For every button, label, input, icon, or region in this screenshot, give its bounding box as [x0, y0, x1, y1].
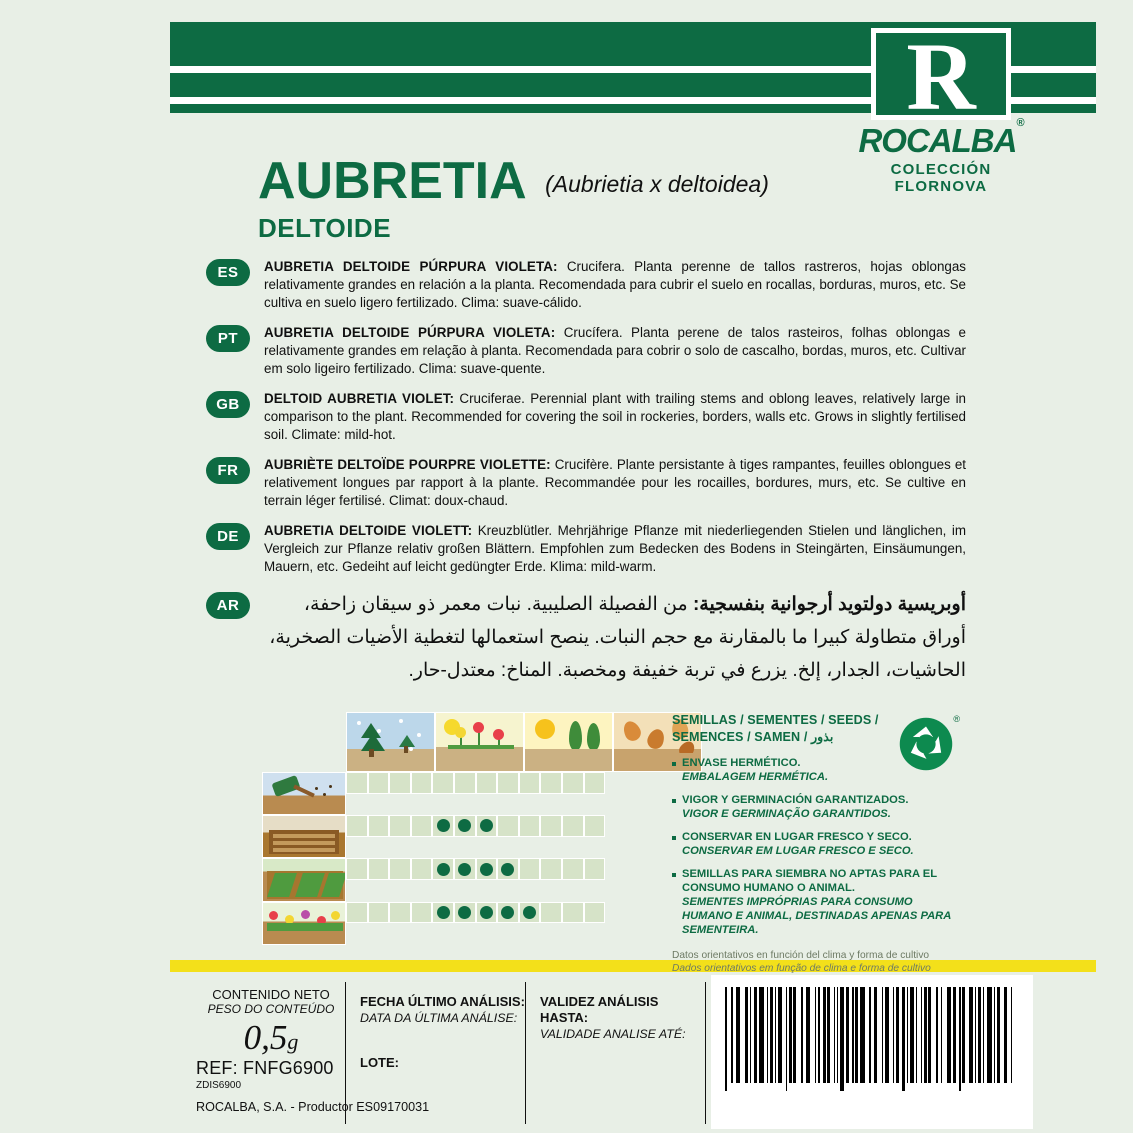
barcode-bar: [855, 987, 858, 1083]
calendar-cell-r3-c11: [584, 902, 606, 924]
net-content-label: [196, 988, 346, 1016]
barcode-bar: [754, 987, 757, 1083]
barcode-bar: [778, 987, 783, 1083]
calendar-cell-r3-c4: [432, 902, 454, 924]
calendar-cell-r0-c11: [584, 772, 606, 794]
net-weight-unit: g: [287, 1029, 299, 1054]
calendar-mark-dot: [501, 863, 514, 876]
calendar-cell-r3-c10: [562, 902, 584, 924]
calendar-cell-r2-c4: [432, 858, 454, 880]
calendar-cell-r1-c6: [476, 815, 498, 837]
flag-badge-gb: GB: [206, 391, 250, 418]
barcode-bar: [953, 987, 956, 1083]
barcode-bar: [767, 987, 769, 1083]
seeds-title-line-1: SEMILLAS / SEMENTES / SEEDS /: [672, 713, 879, 727]
barcode-bar: [994, 987, 996, 1083]
calendar-cell-r0-c7: [497, 772, 519, 794]
bullet-square-icon: [672, 873, 676, 877]
net-label-main: CONTENIDO NETO: [212, 987, 330, 1002]
barcode-bar: [806, 987, 811, 1083]
net-weight-value: [196, 1018, 346, 1058]
validity-label-alt: VALIDADE ANALISE ATÉ:: [540, 1027, 686, 1041]
barcode-bar: [770, 987, 773, 1083]
barcode-bar: [840, 987, 845, 1091]
collection-line-1: COLECCIÓN: [890, 161, 992, 178]
calendar-cells-row-2: [346, 858, 605, 901]
bullet-text: [682, 867, 962, 937]
calendar-cell-r1-c8: [519, 815, 541, 837]
barcode-bar: [902, 987, 905, 1091]
barcode-bar: [916, 987, 918, 1083]
barcode-bar: [983, 987, 985, 1083]
bullet-alt-2: VIGOR E GERMINAÇÃO GARANTIDOS.: [682, 808, 891, 820]
calendar-season-row: [262, 712, 702, 772]
barcode-bar: [837, 987, 839, 1083]
disclaimer-main: Datos orientativos en función del clima y forma de cultivo: [672, 950, 930, 961]
disclaimer-alt: Dados orientativos em função de clima e forma de cultivo: [672, 963, 931, 974]
barcode-bar: [975, 987, 977, 1083]
calendar-mark-dot: [501, 906, 514, 919]
barcode-bar: [924, 987, 927, 1083]
calendar-cell-r0-c0: [346, 772, 368, 794]
language-text-pt: [264, 324, 966, 378]
calendar-cell-r3-c1: [368, 902, 390, 924]
language-block-de: [206, 522, 966, 576]
barcode-bar: [959, 987, 961, 1091]
calendar-mark-dot: [437, 906, 450, 919]
seeds-title-line-2: SEMENCES / SAMEN / بذور: [672, 730, 834, 744]
barcode-bar: [893, 987, 895, 1083]
barcode-bar: [1004, 987, 1007, 1083]
barcode-bar: [745, 987, 748, 1083]
barcode-bar: [941, 987, 943, 1083]
barcode-bar: [834, 987, 836, 1083]
calendar-cell-r3-c7: [497, 902, 519, 924]
barcode-bar: [978, 987, 981, 1083]
logo-wordmark-text: ROCALBA: [858, 122, 1017, 159]
lot-label: LOTE:: [360, 1055, 399, 1070]
flag-badge-fr: FR: [206, 457, 250, 484]
validity-date-label: [540, 994, 710, 1042]
seedbed-tray-icon: [262, 815, 346, 858]
calendar-mark-dot: [437, 863, 450, 876]
calendar-cell-r1-c0: [346, 815, 368, 837]
calendar-cell-r2-c7: [497, 858, 519, 880]
registered-mark: ®: [1016, 117, 1024, 129]
calendar-cell-r2-c2: [389, 858, 411, 880]
calendar-cell-r1-c1: [368, 815, 390, 837]
net-weight-number: 0,5: [243, 1018, 288, 1057]
barcode-bar: [907, 987, 909, 1083]
bullet-square-icon: [672, 799, 676, 803]
language-body-fr: Crucifère. Plante persistante à tiges rampantes, feuilles oblongues et relativement longues par rapport à la plante. Recommandée pour les rocailles, bordures, murs, etc. Se cultive en terrain léger fertilisé. Climat: doux-chaud.: [264, 457, 966, 508]
description-languages: [206, 258, 966, 699]
barcode-bar: [936, 987, 938, 1083]
calendar-cell-r0-c3: [411, 772, 433, 794]
language-heading-ar: أوبريسية دولتويد أرجوانية بنفسجية:: [692, 594, 966, 615]
validity-date-block: [540, 994, 710, 1042]
bullet-alt-1: EMBALAGEM HERMÉTICA.: [682, 771, 829, 783]
language-body-de: Kreuzblütler. Mehrjährige Pflanze mit niederliegenden Stielen und länglichen, im Vergleich zur Pflanze relativ großen Blättern. Empfohlen zum Bedecken des Bodens in Steingärten, Einsäumungen, Mauern, etc. Gedeiht auf leicht gedüngter Erde. Klima: mild-warm.: [264, 523, 966, 574]
calendar-cell-r1-c5: [454, 815, 476, 837]
bullet-alt-3: CONSERVAR EM LUGAR FRESCO E SECO.: [682, 845, 914, 857]
calendar-cell-r3-c6: [476, 902, 498, 924]
calendar-row-transplant: [262, 858, 702, 901]
calendar-cell-r2-c10: [562, 858, 584, 880]
list-item: [672, 867, 962, 937]
calendar-cell-r0-c2: [389, 772, 411, 794]
barcode-bar: [987, 987, 992, 1083]
language-heading-de: AUBRETIA DELTOIDE VIOLETT:: [264, 523, 473, 538]
barcode-bar: [725, 987, 727, 1091]
language-block-ar: [206, 588, 966, 687]
flag-badge-es: ES: [206, 259, 250, 286]
flowering-bed-icon: [262, 902, 346, 945]
language-block-pt: [206, 324, 966, 378]
bullet-main-4: SEMILLAS PARA SIEMBRA NO APTAS PARA EL CONSUMO HUMANO O ANIMAL.: [682, 868, 937, 894]
calendar-row-flowering: [262, 902, 702, 945]
sowing-broadcast-icon: [262, 772, 346, 815]
calendar-cell-r3-c3: [411, 902, 433, 924]
language-text-fr: [264, 456, 966, 510]
list-item: [672, 830, 962, 858]
cultivation-calendar: [262, 712, 702, 945]
calendar-mark-dot: [437, 819, 450, 832]
barcode-panel: [711, 975, 1033, 1129]
calendar-cell-r2-c1: [368, 858, 390, 880]
internal-code: ZDIS6900: [196, 1080, 242, 1091]
barcode-bar: [823, 987, 826, 1083]
barcode-bar: [759, 987, 764, 1083]
calendar-cell-r2-c9: [540, 858, 562, 880]
calendar-cell-r1-c4: [432, 815, 454, 837]
calendar-cell-r0-c8: [519, 772, 541, 794]
calendar-cell-r1-c9: [540, 815, 562, 837]
calendar-mark-dot: [480, 819, 493, 832]
barcode-bar: [731, 987, 733, 1083]
calendar-cell-r3-c2: [389, 902, 411, 924]
bullet-square-icon: [672, 762, 676, 766]
bullet-main-1: ENVASE HERMÉTICO.: [682, 757, 801, 769]
calendar-cell-r3-c9: [540, 902, 562, 924]
reference-code: REF: FNFG6900: [196, 1058, 334, 1078]
barcode-bar: [860, 987, 865, 1083]
bullet-text: [682, 756, 828, 784]
analysis-date-label: [360, 994, 530, 1026]
calendar-cell-r1-c2: [389, 815, 411, 837]
collection-label: [791, 161, 1091, 195]
language-heading-es: AUBRETIA DELTOIDE PÚRPURA VIOLETA:: [264, 259, 558, 274]
barcode-bar: [885, 987, 890, 1083]
calendar-cell-r2-c3: [411, 858, 433, 880]
barcode-bar: [882, 987, 884, 1083]
calendar-cell-r3-c0: [346, 902, 368, 924]
analysis-date-block: [360, 994, 530, 1026]
barcode-bar: [736, 987, 741, 1083]
bullet-main-3: CONSERVAR EN LUGAR FRESCO Y SECO.: [682, 831, 912, 843]
language-body-gb: Cruciferae. Perennial plant with trailing stems and oblong leaves, relatively large in comparison to the plant. Recommended for covering the soil in rockeries, borders, walls etc. Grows in slightly fertilised soil. Climate: mild-hot.: [264, 391, 966, 442]
collection-line-2: FLORNOVA: [894, 178, 988, 195]
language-body-pt: Crucífera. Planta perene de talos rasteiros, folhas oblongas e relativamente grandes em relação à planta. Recomendada para cobrir o solo de cascalho, bordas, muros, etc. Cultivar em solo ligeiro fertilizado. Clima: suave-quente.: [264, 325, 966, 376]
barcode-bar: [962, 987, 965, 1083]
calendar-cell-r2-c0: [346, 858, 368, 880]
calendar-cell-r0-c5: [454, 772, 476, 794]
logo-mark: [871, 23, 1011, 130]
barcode-bar: [896, 987, 899, 1083]
language-text-es: [264, 258, 966, 312]
language-body-es: Crucifera. Planta perenne de tallos rastreros, hojas oblongas relativamente grandes en relación a la planta. Recomendada para cubrir el suelo en rocallas, borduras, muros, etc. Se cultiva en suelo ligero fertilizado. Clima: suave-cálido.: [264, 259, 966, 310]
barcode-bar: [827, 987, 830, 1083]
calendar-mark-dot: [458, 906, 471, 919]
seed-info-bullets: [672, 756, 962, 937]
transplant-rows-icon: [262, 858, 346, 901]
bullet-text: [682, 830, 914, 858]
calendar-cell-r1-c7: [497, 815, 519, 837]
barcode-bar: [874, 987, 877, 1083]
analysis-label-main: FECHA ÚLTIMO ANÁLISIS:: [360, 994, 525, 1009]
calendar-cell-r0-c6: [476, 772, 498, 794]
language-text-de: [264, 522, 966, 576]
calendar-corner-spacer: [262, 712, 346, 772]
barcode-bar: [775, 987, 777, 1083]
recycle-registered-mark: ®: [953, 714, 960, 724]
language-heading-gb: DELTOID AUBRETIA VIOLET:: [264, 391, 455, 406]
barcode-bar: [1011, 987, 1013, 1083]
barcode-bar: [815, 987, 817, 1083]
barcode-bars: [725, 987, 1019, 1091]
barcode-bar: [947, 987, 952, 1083]
latin-name: (Aubrietia x deltoidea): [545, 171, 769, 197]
language-text-gb: [264, 390, 966, 444]
calendar-cell-r1-c11: [584, 815, 606, 837]
calendar-cells-row-0: [346, 772, 605, 815]
calendar-cell-r0-c10: [562, 772, 584, 794]
language-body-ar: من الفصيلة الصليبية. نبات معمر ذو سيقان زاحفة، أوراق متطاولة كبيرا ما بالمقارنة مع حجم النبات. ينصح استعمالها لتغطية الأضيات الصخرية، الحاشيات، الجدار، إلخ. يزرع في تربة خفيفة ومخصبة. المناخ: معتدل-حار.: [269, 594, 966, 681]
net-label-alt: PESO DO CONTEÚDO: [207, 1002, 335, 1016]
barcode-bar: [928, 987, 931, 1083]
variety-name: DELTOIDE: [258, 213, 392, 243]
barcode-bar: [910, 987, 915, 1083]
calendar-row-seedbed: [262, 815, 702, 858]
calendar-row-sowing: [262, 772, 702, 815]
calendar-cell-r3-c5: [454, 902, 476, 924]
barcode-bar: [921, 987, 923, 1083]
calendar-cell-r0-c9: [540, 772, 562, 794]
logo-letter: R: [906, 23, 976, 130]
barcode-bar: [846, 987, 849, 1083]
flag-badge-ar: AR: [206, 592, 250, 619]
language-heading-pt: AUBRETIA DELTOIDE PÚRPURA VIOLETA:: [264, 325, 556, 340]
language-block-es: [206, 258, 966, 312]
calendar-cells-row-1: [346, 815, 605, 858]
logo-wordmark: [858, 117, 1024, 160]
season-icon-spring: [435, 712, 524, 772]
validity-label-main: VALIDEZ ANÁLISIS HASTA:: [540, 994, 659, 1025]
producer-line: ROCALBA, S.A. - Productor ES09170031: [196, 1100, 430, 1114]
calendar-cells-row-3: [346, 902, 605, 945]
calendar-cell-r2-c6: [476, 858, 498, 880]
list-item: [672, 793, 962, 821]
language-block-gb: [206, 390, 966, 444]
calendar-cell-r2-c5: [454, 858, 476, 880]
calendar-mark-dot: [480, 906, 493, 919]
calendar-cell-r0-c4: [432, 772, 454, 794]
barcode-bar: [869, 987, 871, 1083]
barcode-bar: [750, 987, 752, 1083]
barcode-bar: [969, 987, 974, 1083]
analysis-label-alt: DATA DA ÚLTIMA ANÁLISE:: [360, 1011, 518, 1025]
calendar-disclaimer: [672, 949, 962, 975]
flag-badge-de: DE: [206, 523, 250, 550]
net-content-block: [196, 988, 346, 1058]
calendar-mark-dot: [458, 863, 471, 876]
language-text-ar: [264, 588, 966, 687]
barcode-bar: [997, 987, 1000, 1083]
barcode-bar: [793, 987, 796, 1083]
bullet-alt-4: SEMENTES IMPRÓPRIAS PARA CONSUMO HUMANO E ANIMAL, DESTINADAS APENAS PARA SEMENTEIRA.: [682, 896, 951, 936]
calendar-cell-r0-c1: [368, 772, 390, 794]
calendar-cell-r1-c3: [411, 815, 433, 837]
barcode-bar: [786, 987, 788, 1091]
calendar-mark-dot: [523, 906, 536, 919]
seed-info-panel: [672, 712, 962, 975]
calendar-cell-r2-c11: [584, 858, 606, 880]
bullet-main-2: VIGOR Y GERMINACIÓN GARANTIZADOS.: [682, 794, 909, 806]
barcode-bar: [818, 987, 820, 1083]
brand-logo: [791, 23, 1091, 208]
bullet-text: [682, 793, 908, 821]
barcode-bar: [789, 987, 792, 1083]
calendar-cell-r3-c8: [519, 902, 541, 924]
barcode-bar: [801, 987, 803, 1083]
product-title-block: [258, 152, 769, 244]
calendar-cell-r1-c10: [562, 815, 584, 837]
calendar-cell-r2-c8: [519, 858, 541, 880]
barcode-bar: [852, 987, 854, 1083]
season-icon-summer: [524, 712, 613, 772]
bullet-square-icon: [672, 836, 676, 840]
season-icon-winter: [346, 712, 435, 772]
calendar-mark-dot: [480, 863, 493, 876]
language-block-fr: [206, 456, 966, 510]
page-title: AUBRETIA: [258, 152, 527, 210]
language-heading-fr: AUBRIÈTE DELTOÏDE POURPRE VIOLETTE:: [264, 457, 551, 472]
calendar-mark-dot: [458, 819, 471, 832]
recycle-icon: [898, 716, 954, 772]
flag-badge-pt: PT: [206, 325, 250, 352]
